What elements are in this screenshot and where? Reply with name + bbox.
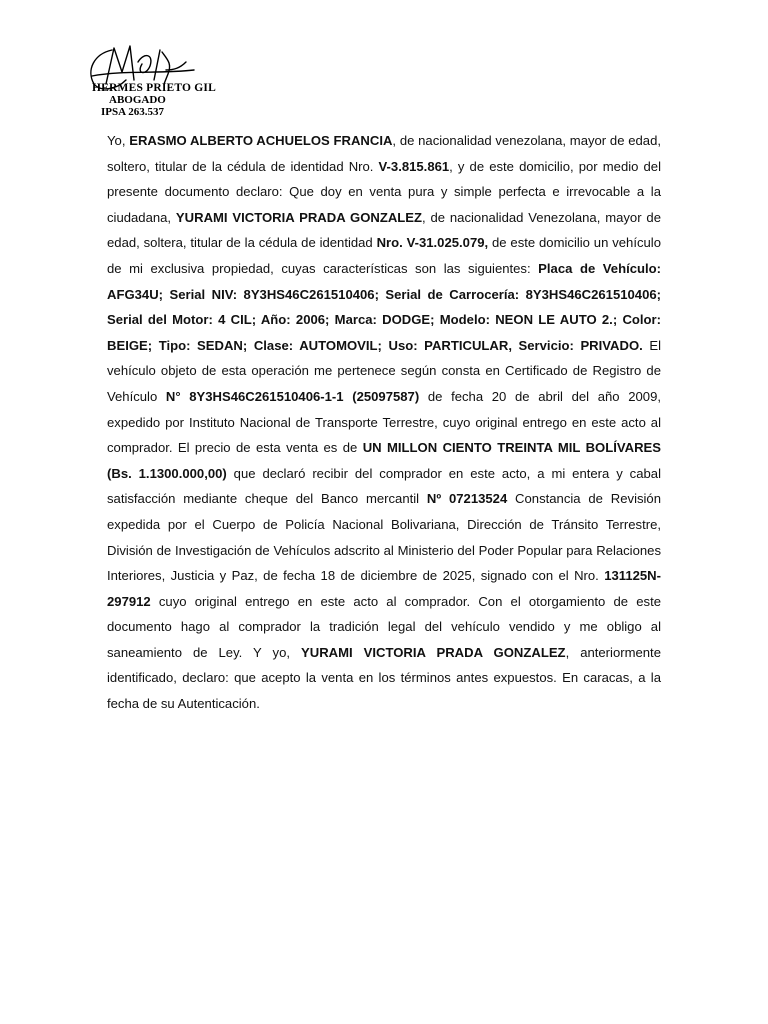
text-segment: cuyo original entrego en este acto al comprador. Con el otorgamiento de este documento hago al comprador la tradición legal del vehículo vendido y me obligo al saneamiento de Ley. Y yo,	[107, 593, 661, 660]
bold-text-segment: V-3.815.861	[378, 158, 450, 174]
text-segment: El vehículo objeto de esta operación me pertenece según consta en Certificado de Registro de Vehículo	[107, 337, 661, 404]
bold-text-segment: 131125N-297912	[107, 568, 661, 609]
text-segment: , anteriormente identificado, declaro: que acepto la venta en los términos antes expuestos. En caracas, a la fecha de su Autenticación.	[107, 644, 661, 712]
text-segment: de este domicilio un vehículo de mi exclusiva propiedad, cuyas características son las siguientes:	[107, 235, 661, 276]
text-segment: que declaró recibir del comprador en este acto, a mi entera y cabal satisfacción mediante cheque del Banco mercantil	[107, 465, 661, 507]
stamp-ipsa-number: IPSA 263.537	[101, 106, 164, 118]
document-body	[107, 128, 661, 717]
bold-text-segment: Placa de Vehículo: AFG34U; Serial NIV: 8Y3HS46C261510406; Serial de Carrocería: 8Y3HS46C261510406; Serial del Motor: 4 CIL; Año: 2006; Marca: DODGE; Modelo: NEON LE AUTO 2.; Color: BEIGE; Tipo: SEDAN; Clase: AUTOMOVIL; Uso: PARTICULAR, Servicio: PRIVADO.	[107, 260, 661, 353]
text-segment: de fecha 20 de abril del año 2009, expedido por Instituto Nacional de Transporte Terrestre, cuyo original entrego en este acto al comprador. El precio de esta venta es de	[107, 388, 661, 456]
bold-text-segment: Nro. V-31.025.079,	[376, 235, 489, 251]
text-segment: , de nacionalidad venezolana, mayor de edad, soltero, titular de la cédula de identidad Nro.	[107, 133, 662, 174]
stamp-title: ABOGADO	[109, 94, 166, 106]
bold-text-segment: YURAMI VICTORIA PRADA GONZALEZ	[301, 644, 566, 660]
text-segment: , y de este domicilio, por medio del presente documento declaro: Que doy en venta pura y simple perfecta e irrevocable a la ciudadana,	[107, 158, 661, 225]
lawyer-stamp	[82, 40, 242, 120]
text-segment: Yo,	[107, 133, 130, 148]
text-segment: Constancia de Revisión expedida por el Cuerpo de Policía Nacional Bolivariana, Dirección de Tránsito Terrestre, División de Investigación de Vehículos adscrito al Ministerio del Poder Popular para Relaciones Interiores, Justicia y Paz, de fecha 18 de diciembre de 2025, signado con el Nro.	[107, 491, 661, 584]
bold-text-segment: YURAMI VICTORIA PRADA GONZALEZ	[175, 209, 423, 225]
stamp-name: HERMES PRIETO GIL	[92, 82, 216, 94]
bold-text-segment: ERASMO ALBERTO ACHUELOS FRANCIA	[129, 133, 393, 148]
bold-text-segment: N° 8Y3HS46C261510406-1-1 (25097587)	[165, 388, 420, 404]
bold-text-segment: Nº 07213524	[426, 491, 508, 507]
text-segment: , de nacionalidad Venezolana, mayor de edad, soltera, titular de la cédula de identidad	[107, 209, 661, 251]
bold-text-segment: UN MILLON CIENTO TREINTA MIL BOLÍVARES (Bs. 1.1300.000,00)	[107, 440, 661, 481]
